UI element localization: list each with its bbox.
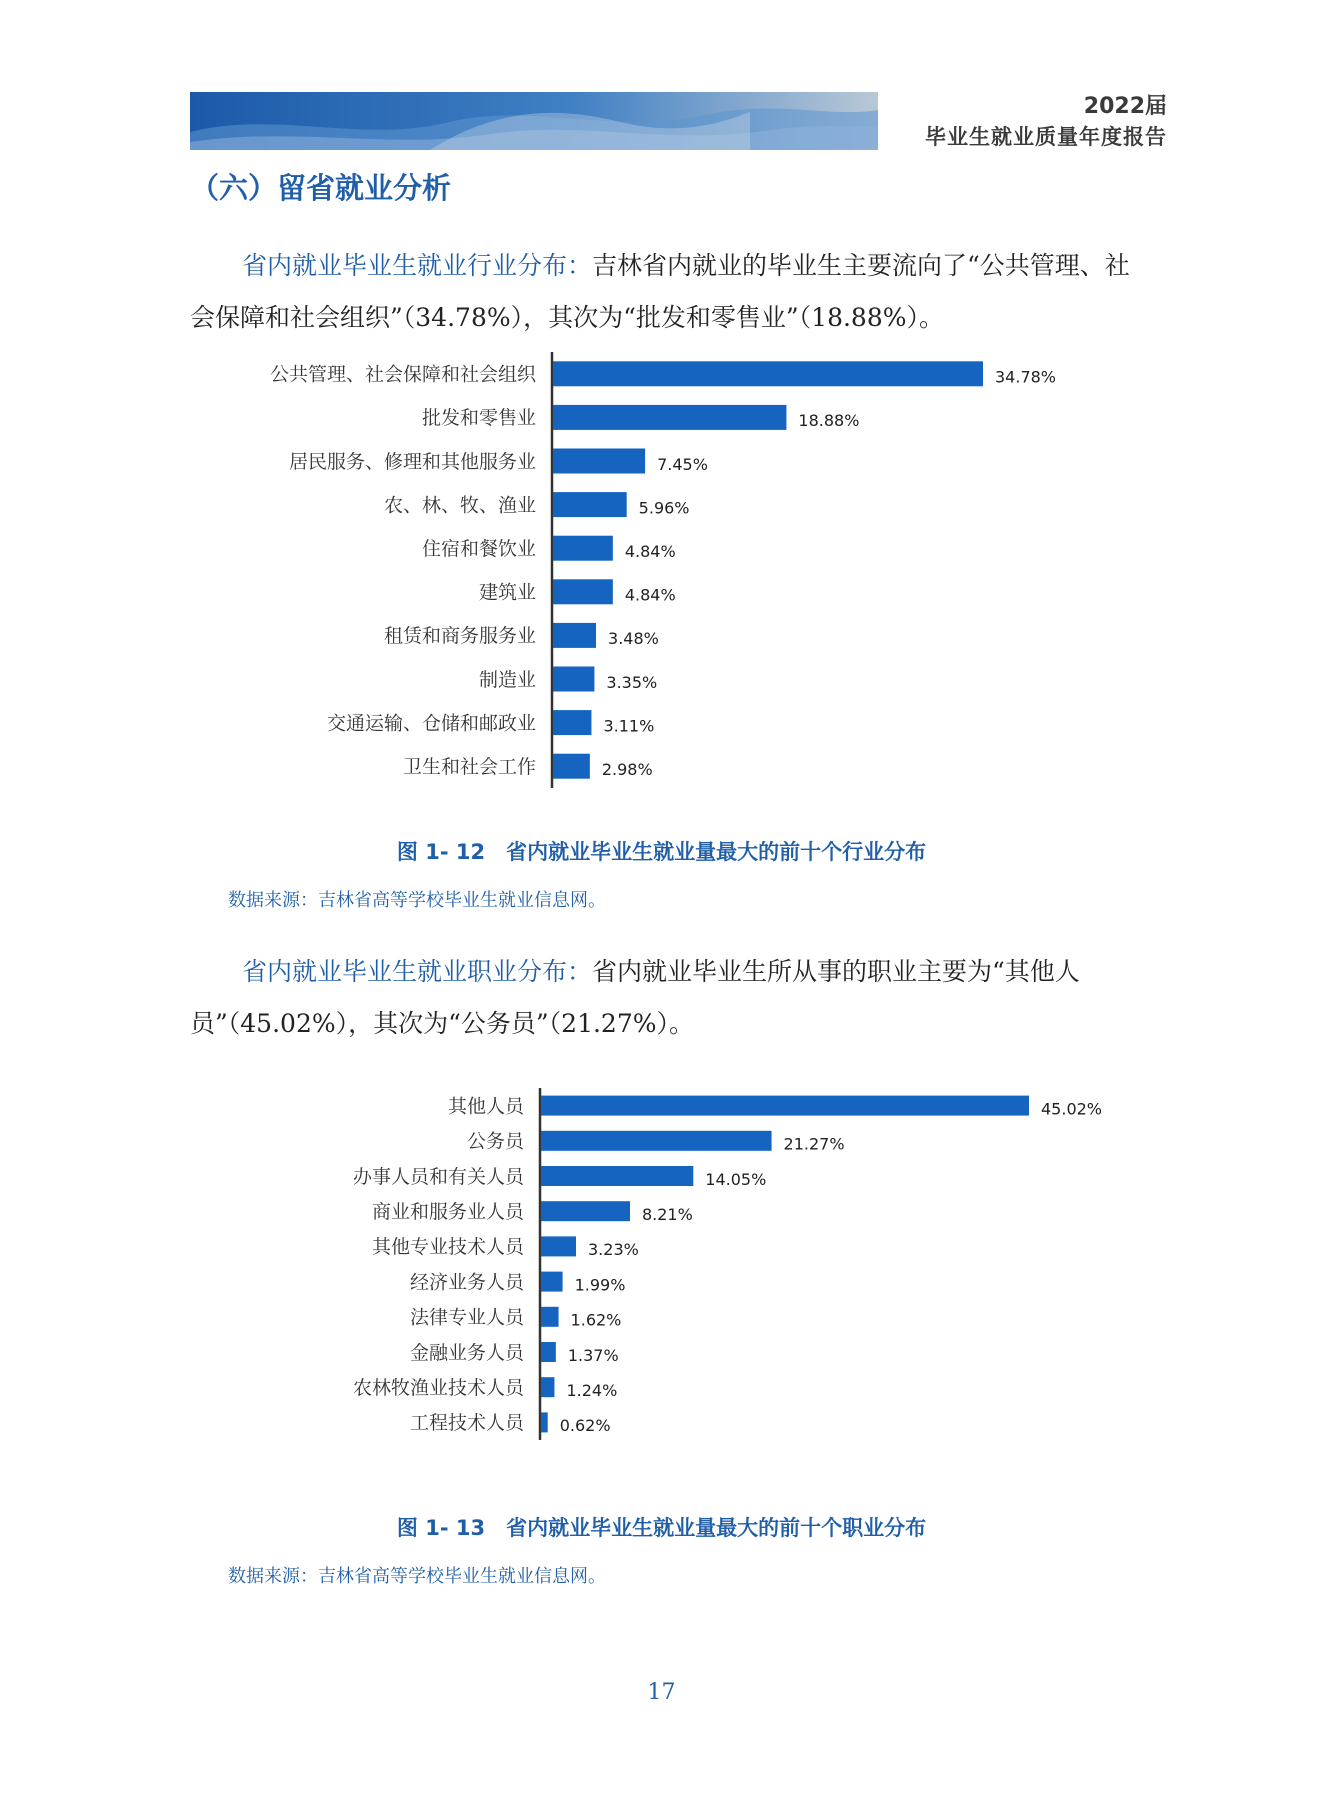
chart-0-bar — [553, 449, 645, 474]
chart-0-bar — [553, 536, 613, 561]
chart-1-bar — [541, 1131, 772, 1151]
chart-0-value-label: 3.35% — [606, 672, 658, 692]
chart-1-bar — [541, 1307, 559, 1327]
chart-0-bar — [553, 361, 983, 386]
chart-0-bar — [553, 405, 786, 430]
chart-1-category-label: 其他人员 — [447, 1095, 524, 1118]
chart-1-bar — [541, 1272, 563, 1292]
chart-0-category-label: 卫生和社会工作 — [402, 756, 536, 779]
industry-paragraph — [190, 240, 1130, 344]
header-title — [925, 92, 1167, 152]
chart-0-category-label: 居民服务、修理和其他服务业 — [288, 450, 536, 473]
chart-0-value-label: 2.98% — [601, 760, 653, 779]
occupation-paragraph-lead: 省内就业毕业生就业职业分布： — [242, 957, 593, 986]
chart-0-bar — [553, 579, 613, 604]
chart-1-value-label: 8.21% — [641, 1205, 693, 1224]
chart-1-category-label: 工程技术人员 — [409, 1412, 524, 1435]
chart-1-value-label: 21.27% — [783, 1134, 845, 1154]
chart-1-category-label: 金融业务人员 — [409, 1341, 524, 1364]
header-banner — [190, 92, 878, 150]
chart-1-bar — [541, 1377, 554, 1397]
header-year: 2022届 — [1083, 94, 1167, 119]
chart-0-value-label: 3.48% — [608, 629, 659, 649]
chart-1-category-label: 公务员 — [466, 1130, 524, 1153]
chart-0-category-label: 建筑业 — [478, 581, 536, 604]
industry-bar-chart-svg — [200, 345, 1100, 795]
chart-1-bar — [541, 1096, 1029, 1116]
occupation-bar-chart — [200, 1083, 1150, 1457]
chart-1-bar — [541, 1201, 630, 1221]
chart-1-value-label: 3.23% — [588, 1240, 639, 1260]
chart-1-category-label: 法律专业人员 — [409, 1306, 524, 1329]
chart-1-value-label: 1.99% — [574, 1275, 626, 1295]
chart-0-value-label: 3.11% — [603, 716, 655, 736]
chart-1-bar — [541, 1166, 693, 1186]
chart-1-value-label: 1.24% — [566, 1381, 618, 1400]
chart-1-value-label: 0.62% — [559, 1416, 611, 1436]
figure-caption-1-12: 图 1- 12 省内就业毕业生就业量最大的前十个行业分布 — [396, 840, 927, 864]
section-heading: （六）留省就业分析 — [190, 171, 452, 205]
chart-0-category-label: 公共管理、社会保障和社会组织 — [269, 363, 536, 386]
chart-0-bar — [553, 754, 590, 779]
chart-0-bar — [553, 492, 627, 517]
chart-1-value-label: 14.05% — [705, 1169, 767, 1189]
chart-0-bar — [553, 667, 594, 692]
chart-0-category-label: 租赁和商务服务业 — [383, 625, 536, 648]
chart-0-value-label: 7.45% — [657, 454, 708, 474]
occupation-bar-chart-svg — [200, 1083, 1150, 1453]
chart-1-bar — [541, 1342, 556, 1362]
chart-1-category-label: 农林牧渔业技术人员 — [352, 1377, 524, 1400]
chart-1-bar — [541, 1412, 548, 1432]
chart-0-value-label: 34.78% — [995, 367, 1057, 387]
chart-1-value-label: 45.02% — [1041, 1099, 1103, 1119]
data-source-note-1: 数据来源：吉林省高等学校毕业生就业信息网。 — [228, 890, 606, 911]
chart-0-value-label: 4.84% — [624, 542, 676, 561]
chart-0-value-label: 18.88% — [798, 411, 860, 431]
chart-0-value-label: 4.84% — [624, 585, 676, 605]
chart-0-category-label: 住宿和餐饮业 — [421, 538, 536, 561]
chart-1-category-label: 商业和服务业人员 — [371, 1201, 524, 1224]
chart-1-category-label: 其他专业技术人员 — [371, 1236, 524, 1259]
occupation-paragraph-text: 省内就业毕业生所从事的职业主要为“其他人员”（45.02%），其次为“公务员”（21.27%）。 — [190, 957, 1080, 1038]
chart-1-category-label: 办事人员和有关人员 — [352, 1165, 524, 1188]
data-source-note-2: 数据来源：吉林省高等学校毕业生就业信息网。 — [228, 1566, 606, 1587]
industry-paragraph-lead: 省内就业毕业生就业行业分布： — [242, 251, 593, 280]
industry-bar-chart — [200, 345, 1100, 799]
page-number: 17 — [647, 1680, 676, 1705]
chart-0-bar — [553, 623, 596, 648]
chart-0-value-label: 5.96% — [638, 498, 690, 518]
chart-0-bar — [553, 710, 591, 735]
chart-1-value-label: 1.62% — [570, 1310, 622, 1330]
occupation-paragraph — [190, 946, 1130, 1050]
chart-0-category-label: 农、林、牧、渔业 — [383, 494, 536, 517]
figure-caption-1-13: 图 1- 13 省内就业毕业生就业量最大的前十个职业分布 — [396, 1516, 927, 1540]
chart-1-bar — [541, 1236, 576, 1256]
chart-1-category-label: 经济业务人员 — [409, 1271, 524, 1294]
header-wave-graphic — [190, 92, 878, 150]
chart-0-category-label: 制造业 — [478, 668, 536, 691]
industry-paragraph-text: 吉林省内就业的毕业生主要流向了“公共管理、社会保障和社会组织”（34.78%），其次为“批发和零售业”（18.88%）。 — [190, 251, 1130, 332]
header-report-title: 毕业生就业质量年度报告 — [925, 125, 1167, 149]
chart-0-category-label: 交通运输、仓储和邮政业 — [326, 712, 536, 735]
chart-0-category-label: 批发和零售业 — [421, 407, 536, 430]
chart-1-value-label: 1.37% — [567, 1345, 619, 1365]
